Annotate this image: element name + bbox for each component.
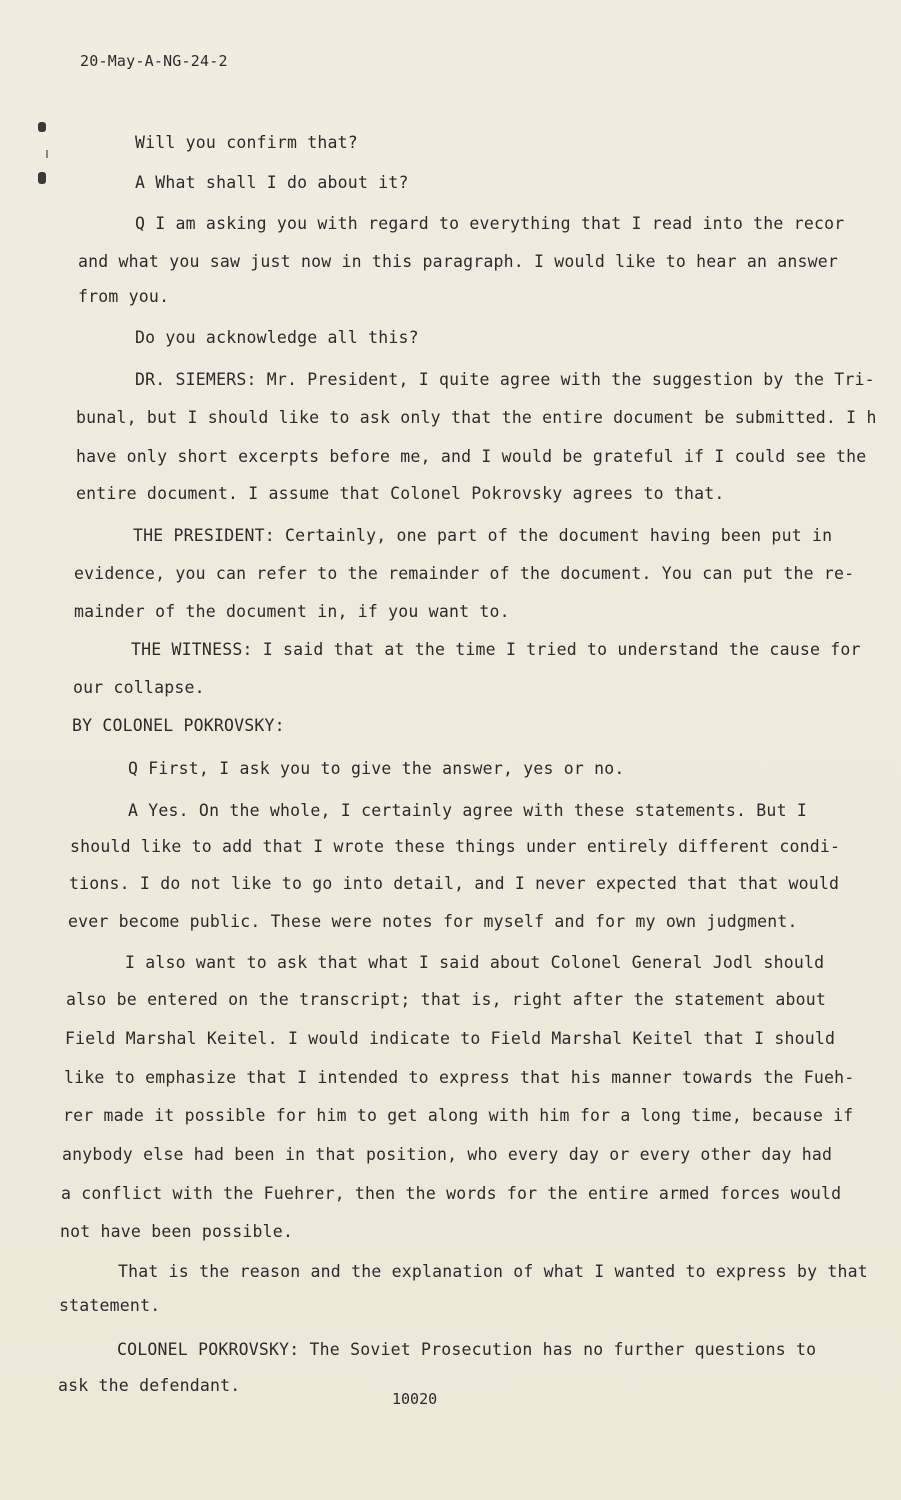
transcript-line: ask the defendant. (58, 1376, 241, 1395)
margin-mark (46, 150, 48, 158)
transcript-line: anybody else had been in that position, who every day or every other day had (62, 1145, 833, 1164)
transcript-line: DR. SIEMERS: Mr. President, I quite agree with the suggestion by the Tri- (135, 370, 875, 389)
transcript-line: ever become public. These were notes for myself and for my own judgment. (68, 912, 798, 931)
transcript-line: from you. (78, 287, 170, 306)
transcript-line: Field Marshal Keitel. I would indicate to Field Marshal Keitel that I should (65, 1029, 836, 1048)
transcript-line: our collapse. (73, 678, 205, 697)
transcript-line: have only short excerpts before me, and I would be grateful if I could see the (76, 447, 867, 466)
transcript-line: THE PRESIDENT: Certainly, one part of the document having been put in (133, 526, 833, 545)
page-number: 10020 (392, 1390, 438, 1408)
transcript-line: rer made it possible for him to get along with him for a long time, because if (63, 1106, 854, 1125)
transcript-line: A What shall I do about it? (135, 173, 409, 192)
transcript-line: That is the reason and the explanation of what I wanted to express by that (118, 1262, 868, 1281)
transcript-line: Q I am asking you with regard to everything that I read into the recor (135, 214, 845, 233)
transcript-line: I also want to ask that what I said about Colonel General Jodl should (125, 953, 825, 972)
transcript-line: Q First, I ask you to give the answer, yes or no. (128, 759, 625, 778)
transcript-line: statement. (59, 1296, 161, 1315)
transcript-line: Do you acknowledge all this? (135, 328, 419, 347)
transcript-heading: BY COLONEL POKROVSKY: (72, 716, 285, 735)
transcript-line: also be entered on the transcript; that is, right after the statement about (66, 990, 827, 1009)
transcript-line: not have been possible. (60, 1222, 294, 1241)
punch-hole-mark (38, 122, 46, 132)
transcript-line: evidence, you can refer to the remainder of the document. You can put the re- (74, 564, 855, 583)
transcript-line: THE WITNESS: I said that at the time I tried to understand the cause for (131, 640, 861, 659)
punch-hole-mark (38, 172, 46, 184)
transcript-line: like to emphasize that I intended to express that his manner towards the Fueh- (64, 1068, 855, 1087)
transcript-line: a conflict with the Fuehrer, then the words for the entire armed forces would (61, 1184, 842, 1203)
transcript-line: mainder of the document in, if you want to. (74, 602, 510, 621)
transcript-line: and what you saw just now in this paragraph. I would like to hear an answer (78, 252, 839, 271)
transcript-line: COLONEL POKROVSKY: The Soviet Prosecution has no further questions to (117, 1340, 817, 1359)
transcript-line: should like to add that I wrote these things under entirely different condi- (70, 837, 841, 856)
transcript-line: Will you confirm that? (135, 133, 358, 152)
transcript-line: entire document. I assume that Colonel Pokrovsky agrees to that. (76, 484, 725, 503)
document-header: 20-May-A-NG-24-2 (80, 52, 228, 70)
transcript-line: tions. I do not like to go into detail, and I never expected that that would (69, 874, 840, 893)
transcript-line: bunal, but I should like to ask only that the entire document be submitted. I h (76, 408, 877, 427)
transcript-line: A Yes. On the whole, I certainly agree with these statements. But I (128, 801, 807, 820)
